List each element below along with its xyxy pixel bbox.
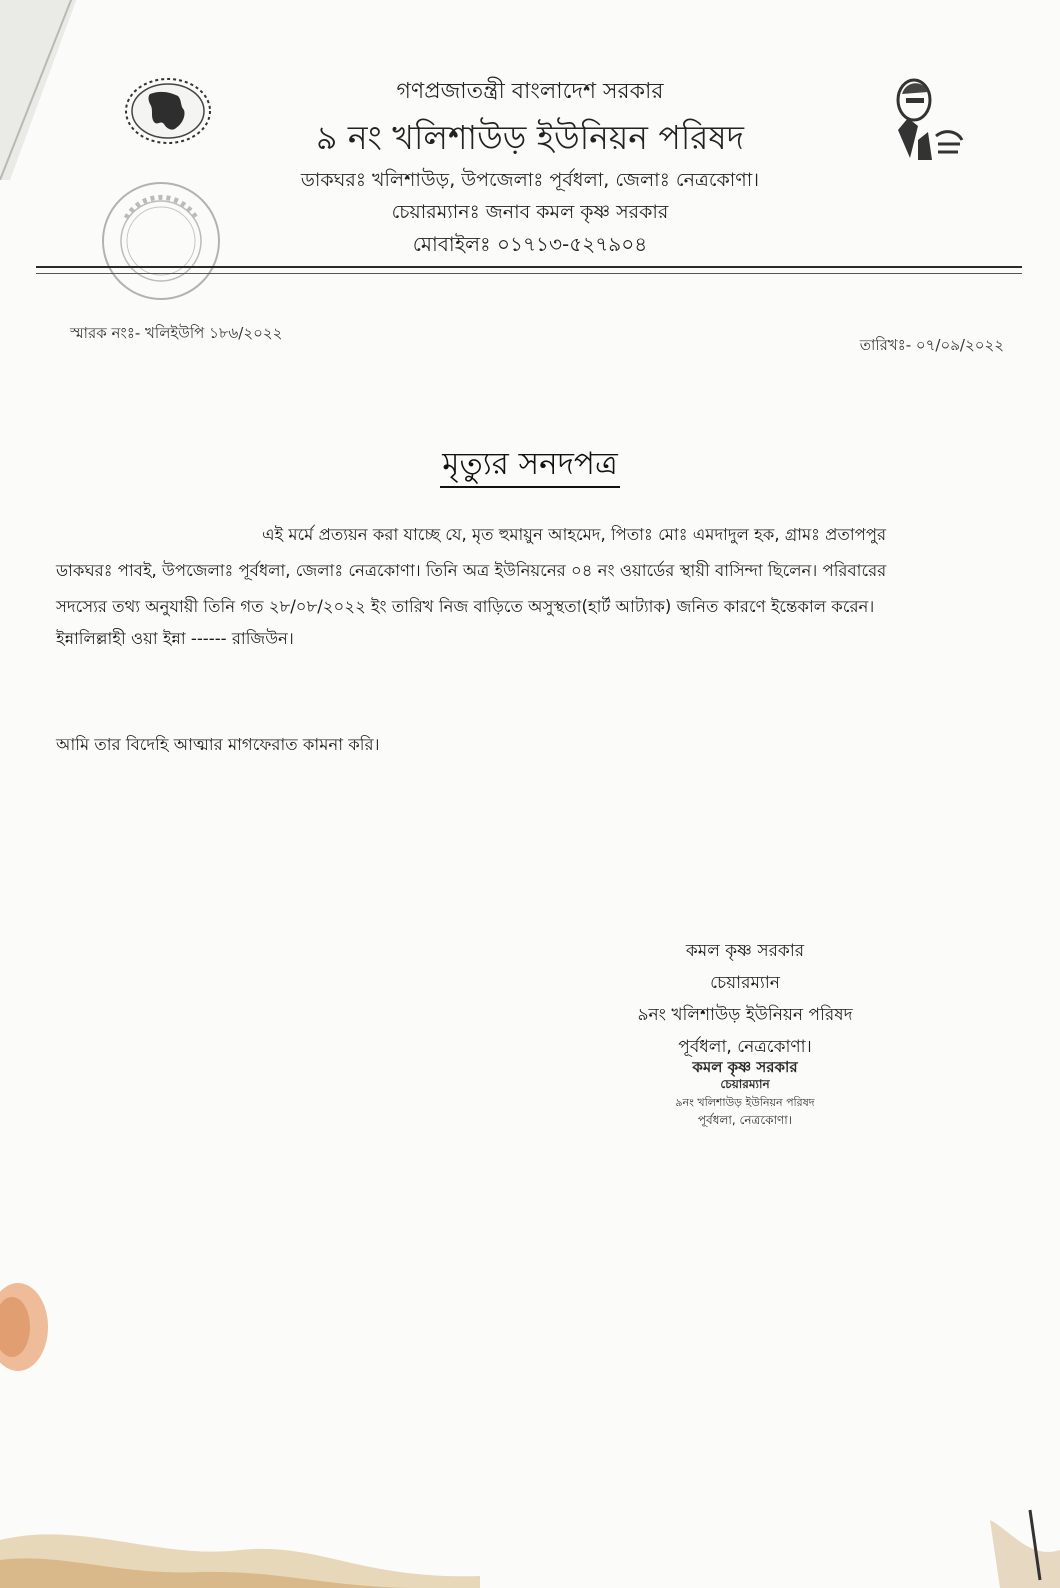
closing-line: আমি তার বিদেহি আত্মার মাগফেরাত কামনা করি। [56,735,380,754]
stamp-organization: ৯নং খলিশাউড় ইউনিয়ন পরিষদ [675,1096,815,1109]
stamp-name: কমল কৃষ্ণ সরকার [692,1058,798,1076]
header-divider [36,266,1022,268]
body-line-3: সদস্যের তথ্য অনুযায়ী তিনি গত ২৮/০৮/২০২২ ইং তারিখ নিজ বাড়িতে অসুস্থতা(হার্ট আট্যাক) জনিত কারণে ইন্তেকাল করেন। [56,597,875,616]
government-name: গণপ্রজাতন্ত্রী বাংলাদেশ সরকার [396,79,664,104]
paper-bottom-damage [0,1480,1060,1588]
signatory-title: চেয়ারম্যান [710,973,780,993]
mobile-number: মোবাইলঃ ০১৭১৩-৫২৭৯০৪ [412,232,648,256]
signatory-name: কমল কৃষ্ণ সরকার [685,941,805,961]
chairman-line: চেয়ারম্যানঃ জনাব কমল কৃষ্ণ সরকার [391,201,669,223]
memo-date: তারিখঃ- ০৭/০৯/২০২২ [859,336,1004,354]
stamp-location: পূর্বধলা, নেত্রকোণা। [697,1113,793,1127]
memo-reference: স্মারক নংঃ- খলিইউপি ১৮৬/২০২২ [70,324,283,342]
paper-edge-stain [0,1272,70,1382]
union-address: ডাকঘরঃ খলিশাউড়, উপজেলাঃ পূর্বধলা, জেলাঃ নেত্রকোণা। [300,169,760,191]
header-divider-thin [36,273,1022,274]
signatory-organization: ৯নং খলিশাউড় ইউনিয়ন পরিষদ [637,1005,853,1025]
body-line-2: ডাকঘরঃ পাবই, উপজেলাঃ পূর্বধলা, জেলাঃ নেত্রকোণা। তিনি অত্র ইউনিয়নের ০৪ নং ওয়ার্ডের স্থায়ী বাসিন্দা ছিলেন। পরিবারের [56,561,887,580]
body-line-1: এই মর্মে প্রত্যয়ন করা যাচ্ছে যে, মৃত হুমায়ুন আহমেদ, পিতাঃ মোঃ এমদাদুল হক, গ্রামঃ প্রতাপপুর [262,525,887,544]
body-line-4: ইন্নালিল্লাহী ওয়া ইন্না ------ রাজিউন। [56,629,294,648]
signatory-location: পূর্বধলা, নেত্রকোণা। [678,1037,812,1057]
union-name: ৯ নং খলিশাউড় ইউনিয়ন পরিষদ [315,118,744,157]
document-title [0,440,1060,492]
document-title-text: মৃত্যুর সনদপত্র [440,446,619,488]
stamp-title: চেয়ারম্যান [720,1077,770,1091]
